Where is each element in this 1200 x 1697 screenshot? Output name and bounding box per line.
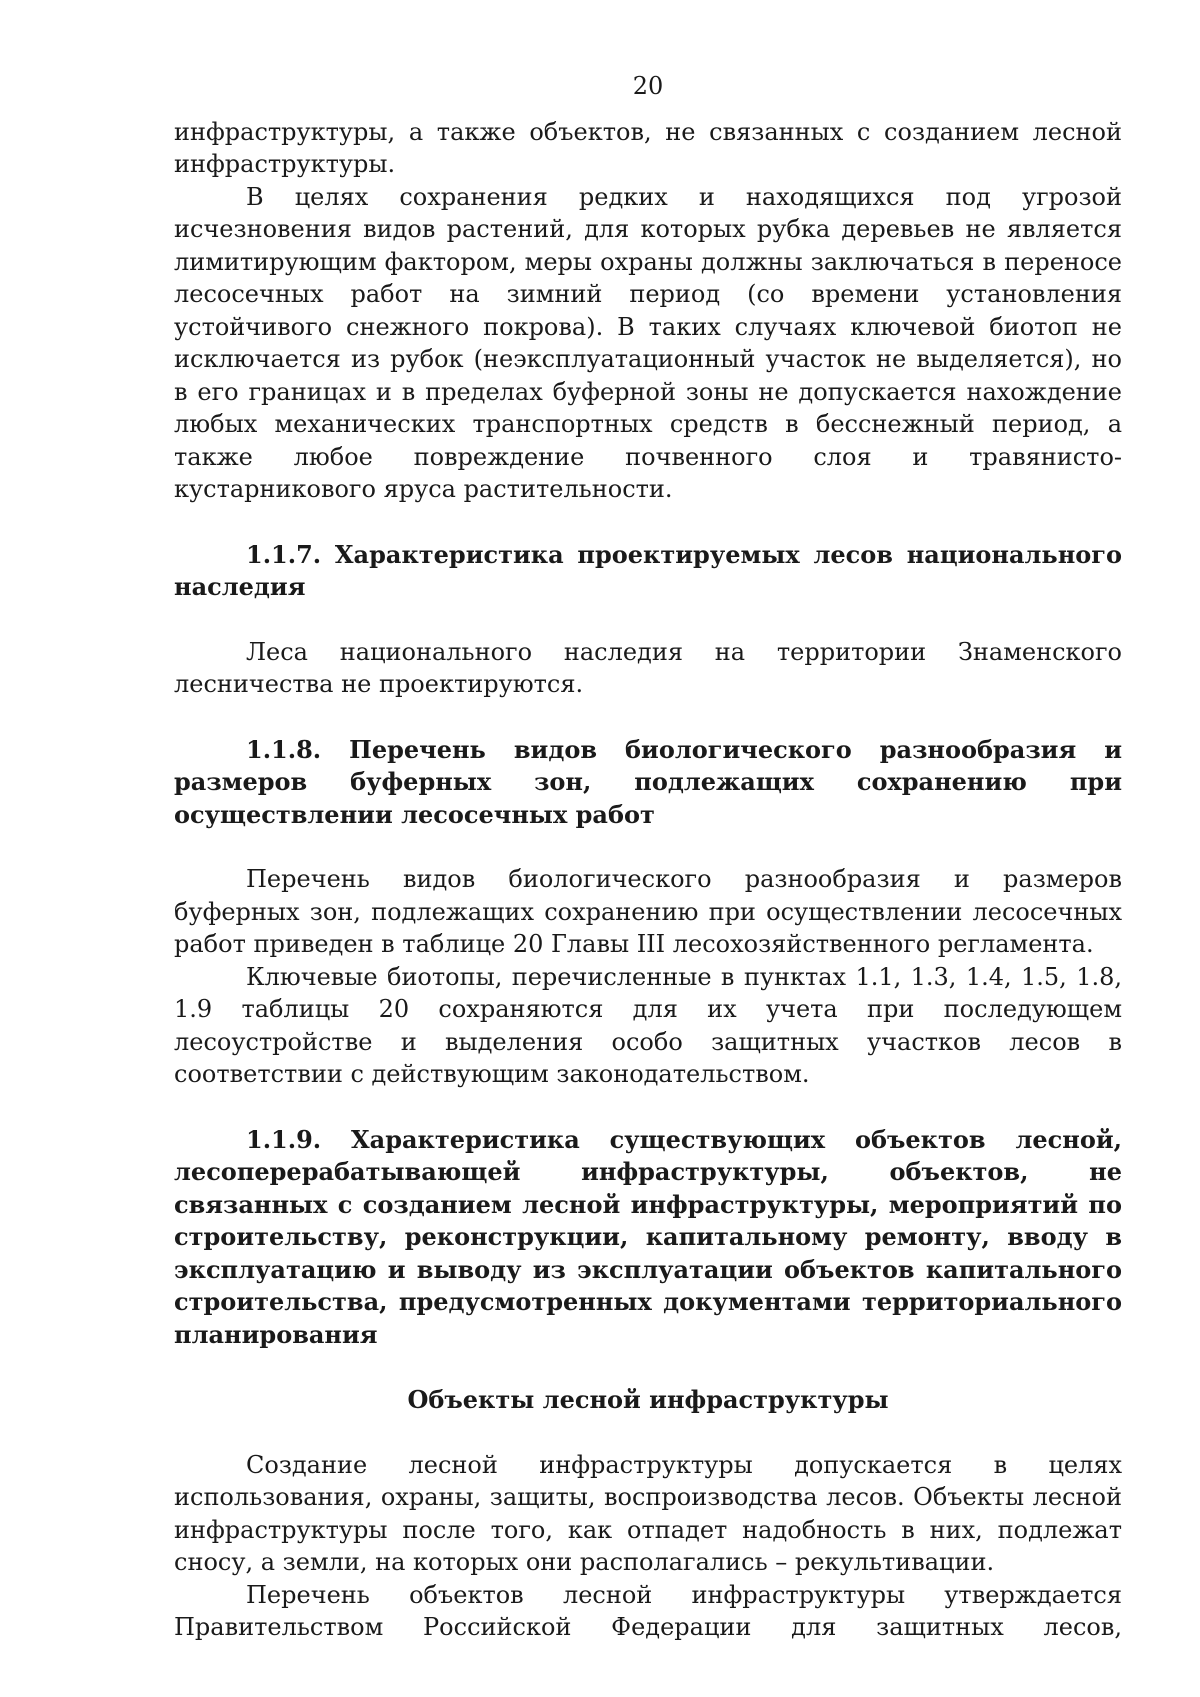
document-page xyxy=(174,70,1122,1644)
section-heading-1-1-9: 1.1.9. Характеристика существующих объектов лесной, лесоперерабатывающей инфраструктуры, объектов, не связанных с созданием лесной инфраструктуры, мероприятий по строительству, реконструкции, капитальному ремонту, вводу в эксплуатацию и выводу из эксплуатации объектов капитального строительства, предусмотренных документами территориального планирования xyxy=(174,1124,1122,1349)
paragraph-infrastructure-list: Перечень объектов лесной инфраструктуры утверждается Правительством Российской Федерации для защитных лесов, xyxy=(174,1580,1122,1641)
subsection-heading-forest-infrastructure: Объекты лесной инфраструктуры xyxy=(407,1385,889,1414)
paragraph-rare-species-protection: В целях сохранения редких и находящихся под угрозой исчезновения видов растений, для которых рубка деревьев не является лимитирующим фактором, меры охраны должны заключаться в переносе лесосечных работ на зимний период (со времени установления устойчивого снежного покрова). В таких случаях ключевой биотоп не исключается из рубок (неэксплуатационный участок не выделяется), но в его границах и в пределах буферной зоны не допускается нахождение любых механических транспортных средств в бесснежный период, а также любое повреждение почвенного слоя и травянисто-кустарникового яруса растительности. xyxy=(174,182,1122,503)
paragraph-key-biotopes: Ключевые биотопы, перечисленные в пунктах 1.1, 1.3, 1.4, 1.5, 1.8, 1.9 таблицы 20 сохраняются для их учета при последующем лесоустройстве и выделения особо защитных участков лесов в соответствии с действующим законодательством. xyxy=(174,962,1122,1088)
section-heading-1-1-7: 1.1.7. Характеристика проектируемых лесов национального наследия xyxy=(174,539,1122,601)
paragraph-continuation: инфраструктуры, а также объектов, не связанных с созданием лесной инфраструктуры. xyxy=(174,117,1122,178)
paragraph-infrastructure-creation: Создание лесной инфраструктуры допускается в целях использования, охраны, защиты, воспроизводства лесов. Объекты лесной инфраструктуры после того, как отпадет надобность в них, подлежат сносу, а земли, на которых они располагались – рекультивации. xyxy=(174,1450,1122,1576)
page-number: 20 xyxy=(632,72,664,100)
paragraph-national-heritage-forests: Леса национального наследия на территории Знаменского лесничества не проектируются. xyxy=(174,637,1122,698)
section-heading-1-1-8: 1.1.8. Перечень видов биологического разнообразия и размеров буферных зон, подлежащих сохранению при осуществлении лесосечных работ xyxy=(174,734,1122,829)
paragraph-biodiversity-list: Перечень видов биологического разнообразия и размеров буферных зон, подлежащих сохранению при осуществлении лесосечных работ приведен в таблице 20 Главы III лесохозяйственного регламента. xyxy=(174,865,1122,958)
